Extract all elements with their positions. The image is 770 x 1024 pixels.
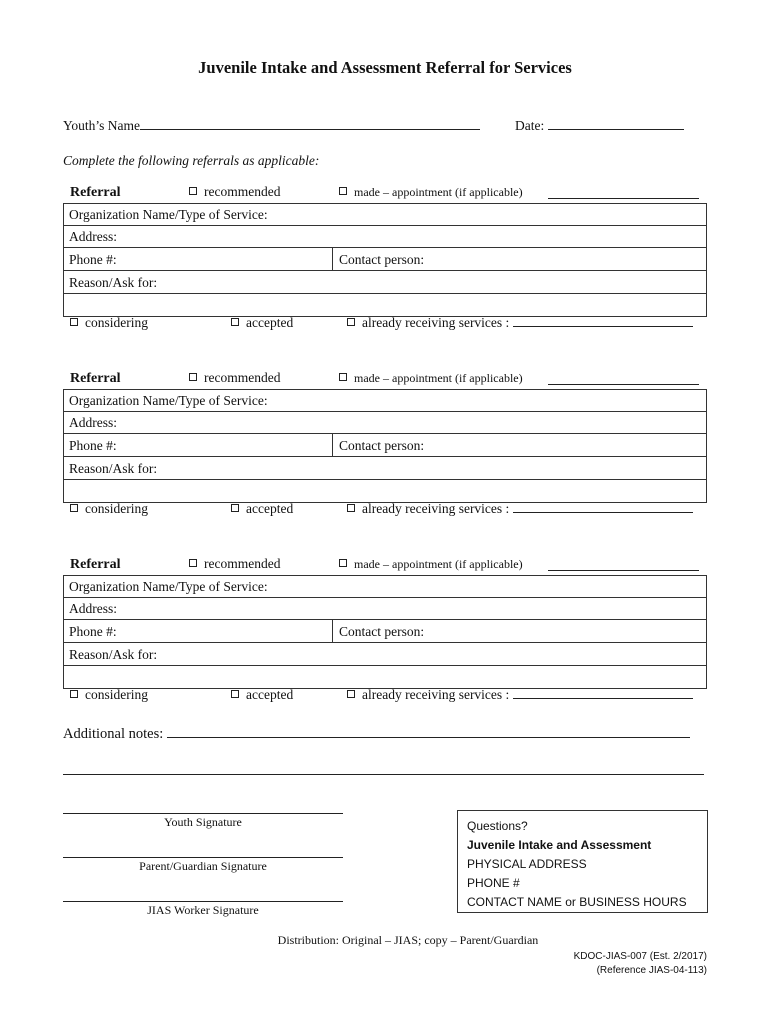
considering-label: considering: [85, 687, 148, 702]
phone-label: Phone #:: [69, 438, 117, 453]
accepted-label: accepted: [246, 687, 294, 702]
additional-notes-field[interactable]: [63, 726, 690, 743]
checkbox-icon[interactable]: [231, 318, 239, 326]
org-label: Organization Name/Type of Service:: [69, 579, 268, 594]
checkbox-icon[interactable]: [70, 318, 78, 326]
already-receiving-checkbox[interactable]: [347, 315, 693, 331]
reason-blank-row[interactable]: [64, 294, 706, 316]
checkbox-icon[interactable]: [347, 318, 355, 326]
parent-signature-line[interactable]: [63, 857, 343, 858]
instructions-text: Complete the following referrals as applicable:: [63, 153, 320, 168]
phone-contact-row: [64, 248, 706, 271]
org-label: Organization Name/Type of Service:: [69, 393, 268, 408]
checkbox-icon[interactable]: [339, 187, 347, 195]
youth-name-line[interactable]: [140, 129, 480, 130]
form-reference: (Reference JIAS-04-113): [596, 965, 707, 976]
questions-box: [457, 810, 708, 913]
referral-table: [63, 389, 707, 503]
questions-org: Juvenile Intake and Assessment: [467, 838, 652, 852]
org-label: Organization Name/Type of Service:: [69, 207, 268, 222]
checkbox-icon[interactable]: [339, 559, 347, 567]
questions-heading: Questions?: [467, 819, 528, 833]
org-row[interactable]: [64, 390, 706, 412]
reason-label: Reason/Ask for:: [69, 275, 158, 290]
recommended-label: recommended: [204, 556, 281, 571]
org-row[interactable]: [64, 204, 706, 226]
column-divider: [332, 620, 333, 642]
recommended-checkbox[interactable]: [189, 556, 280, 572]
checkbox-icon[interactable]: [70, 504, 78, 512]
address-row[interactable]: [64, 412, 706, 434]
date-line[interactable]: [548, 129, 684, 130]
referral-heading: Referral: [70, 557, 121, 572]
appointment-line[interactable]: [548, 185, 699, 199]
checkbox-icon[interactable]: [70, 690, 78, 698]
accepted-label: accepted: [246, 501, 294, 516]
questions-contact: CONTACT NAME or BUSINESS HOURS: [467, 895, 687, 909]
already-receiving-checkbox[interactable]: [347, 687, 693, 703]
already-receiving-label: already receiving services :: [362, 687, 510, 702]
additional-notes-line-2[interactable]: [63, 774, 704, 775]
checkbox-icon[interactable]: [231, 690, 239, 698]
reason-blank-row[interactable]: [64, 480, 706, 502]
phone-label: Phone #:: [69, 252, 117, 267]
page-title: Juvenile Intake and Assessment Referral for Services: [198, 58, 572, 77]
already-receiving-line[interactable]: [513, 326, 693, 327]
date-field[interactable]: [515, 118, 684, 134]
reason-row[interactable]: [64, 271, 706, 294]
checkbox-icon[interactable]: [339, 373, 347, 381]
address-row[interactable]: [64, 226, 706, 248]
referral-heading: Referral: [70, 185, 121, 200]
address-label: Address:: [69, 229, 117, 244]
checkbox-icon[interactable]: [347, 504, 355, 512]
referral-table: [63, 575, 707, 689]
accepted-label: accepted: [246, 315, 294, 330]
appointment-line[interactable]: [548, 557, 699, 571]
referral-table: [63, 203, 707, 317]
additional-notes-line[interactable]: [167, 737, 690, 738]
accepted-checkbox[interactable]: [231, 687, 293, 703]
questions-phone: PHONE #: [467, 876, 520, 890]
address-row[interactable]: [64, 598, 706, 620]
considering-label: considering: [85, 501, 148, 516]
questions-address: PHYSICAL ADDRESS: [467, 857, 587, 871]
already-receiving-line[interactable]: [513, 512, 693, 513]
parent-signature-label: Parent/Guardian Signature: [139, 859, 267, 873]
made-appointment-checkbox[interactable]: [339, 371, 523, 386]
form-id: KDOC-JIAS-007 (Est. 2/2017): [573, 951, 707, 962]
worker-signature-label: JIAS Worker Signature: [147, 903, 259, 917]
worker-signature-line[interactable]: [63, 901, 343, 902]
phone-contact-row: [64, 434, 706, 457]
address-label: Address:: [69, 415, 117, 430]
accepted-checkbox[interactable]: [231, 501, 293, 517]
phone-contact-row: [64, 620, 706, 643]
accepted-checkbox[interactable]: [231, 315, 293, 331]
already-receiving-checkbox[interactable]: [347, 501, 693, 517]
checkbox-icon[interactable]: [189, 187, 197, 195]
reason-label: Reason/Ask for:: [69, 461, 158, 476]
made-appointment-label: made – appointment (if applicable): [354, 371, 523, 385]
contact-label: Contact person:: [339, 624, 425, 639]
already-receiving-label: already receiving services :: [362, 501, 510, 516]
considering-checkbox[interactable]: [70, 501, 148, 517]
appointment-line[interactable]: [548, 371, 699, 385]
made-appointment-label: made – appointment (if applicable): [354, 557, 523, 571]
distribution-note: Distribution: Original – JIAS; copy – Parent/Guardian: [277, 933, 539, 947]
checkbox-icon[interactable]: [231, 504, 239, 512]
already-receiving-label: already receiving services :: [362, 315, 510, 330]
checkbox-icon[interactable]: [189, 559, 197, 567]
reason-blank-row[interactable]: [64, 666, 706, 688]
youth-name-field[interactable]: [63, 118, 480, 134]
youth-name-label: Youth’s Name: [63, 118, 141, 133]
date-label: Date:: [515, 118, 545, 133]
recommended-checkbox[interactable]: [189, 184, 280, 200]
recommended-checkbox[interactable]: [189, 370, 280, 386]
made-appointment-checkbox[interactable]: [339, 185, 523, 200]
address-label: Address:: [69, 601, 117, 616]
recommended-label: recommended: [204, 370, 281, 385]
already-receiving-line[interactable]: [513, 698, 693, 699]
checkbox-icon[interactable]: [189, 373, 197, 381]
considering-checkbox[interactable]: [70, 687, 148, 703]
reason-row[interactable]: [64, 643, 706, 666]
considering-label: considering: [85, 315, 148, 330]
column-divider: [332, 248, 333, 270]
made-appointment-label: made – appointment (if applicable): [354, 185, 523, 199]
youth-signature-line[interactable]: [63, 813, 343, 814]
reason-label: Reason/Ask for:: [69, 647, 158, 662]
made-appointment-checkbox[interactable]: [339, 557, 523, 572]
column-divider: [332, 434, 333, 456]
additional-notes-label: Additional notes:: [63, 726, 164, 742]
phone-label: Phone #:: [69, 624, 117, 639]
org-row[interactable]: [64, 576, 706, 598]
considering-checkbox[interactable]: [70, 315, 148, 331]
referral-heading: Referral: [70, 371, 121, 386]
checkbox-icon[interactable]: [347, 690, 355, 698]
contact-label: Contact person:: [339, 438, 425, 453]
youth-signature-label: Youth Signature: [164, 815, 242, 829]
recommended-label: recommended: [204, 184, 281, 199]
contact-label: Contact person:: [339, 252, 425, 267]
reason-row[interactable]: [64, 457, 706, 480]
